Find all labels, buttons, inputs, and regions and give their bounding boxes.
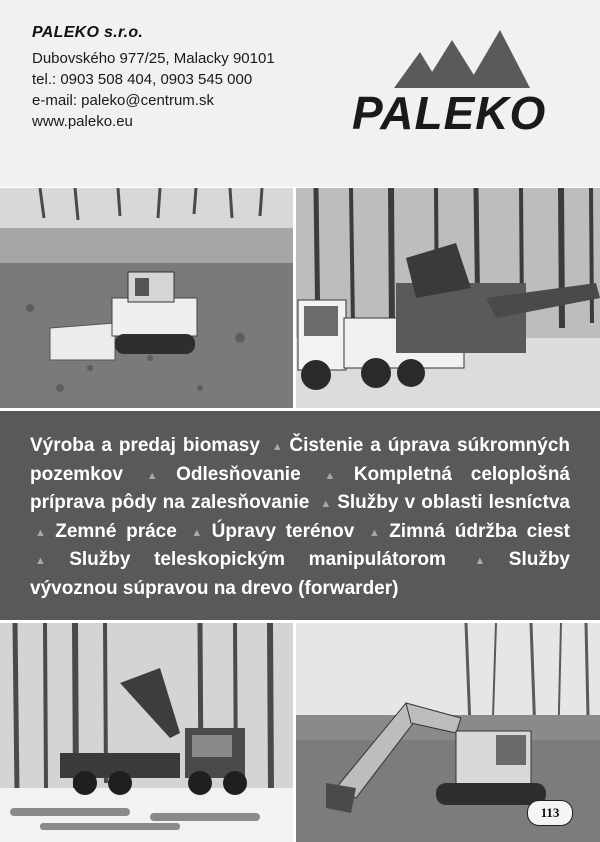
- logo-wordmark: PALEKO: [352, 87, 547, 139]
- service-item: Zemné práce: [55, 520, 177, 542]
- separator-triangle-icon: ▲: [271, 441, 285, 453]
- separator-triangle-icon: ▲: [146, 469, 172, 482]
- service-item: Služby teleskopickým manipulátorom: [69, 549, 446, 570]
- separator-triangle-icon: ▲: [320, 498, 333, 510]
- separator-triangle-icon: ▲: [368, 526, 385, 539]
- service-item: Čistenie a úprava súkromných pozemkov: [30, 435, 571, 485]
- service-item: Úpravy terénov: [211, 520, 355, 542]
- separator-triangle-icon: ▲: [474, 555, 504, 567]
- company-name: PALEKO s.r.o.: [32, 24, 144, 41]
- separator-triangle-icon: ▲: [191, 526, 207, 539]
- header: [0, 0, 600, 187]
- service-item: Zimná údržba ciest: [389, 520, 570, 542]
- contact-block: [32, 24, 275, 132]
- service-item: Služby v oblasti lesníctva: [337, 492, 570, 513]
- service-item: Výroba a predaj biomasy: [30, 435, 260, 456]
- email: e-mail: paleko@centrum.sk: [32, 92, 214, 109]
- photo-forwarder: [0, 623, 293, 842]
- website: www.paleko.eu: [32, 113, 133, 130]
- separator-triangle-icon: ▲: [324, 469, 349, 482]
- photo-wood-chipper: [296, 188, 600, 408]
- address: Dubovského 977/25, Malacky 90101: [32, 50, 275, 67]
- separator-triangle-icon: ▲: [35, 555, 65, 567]
- services-list: [30, 433, 570, 602]
- service-item: Kompletná celoplošná príprava pôdy na zalesňovanie: [30, 463, 570, 513]
- mountains-icon: [394, 30, 530, 88]
- services-band: [0, 411, 600, 620]
- page-number: 113: [527, 800, 573, 826]
- paleko-logo: [352, 30, 572, 140]
- photo-bulldozer: [0, 188, 293, 408]
- phone: tel.: 0903 508 404, 0903 545 000: [32, 71, 253, 88]
- service-item: Služby vývoznou súpravou na drevo (forwarder): [30, 549, 570, 599]
- separator-triangle-icon: ▲: [35, 526, 51, 539]
- service-item: Odlesňovanie: [176, 463, 301, 485]
